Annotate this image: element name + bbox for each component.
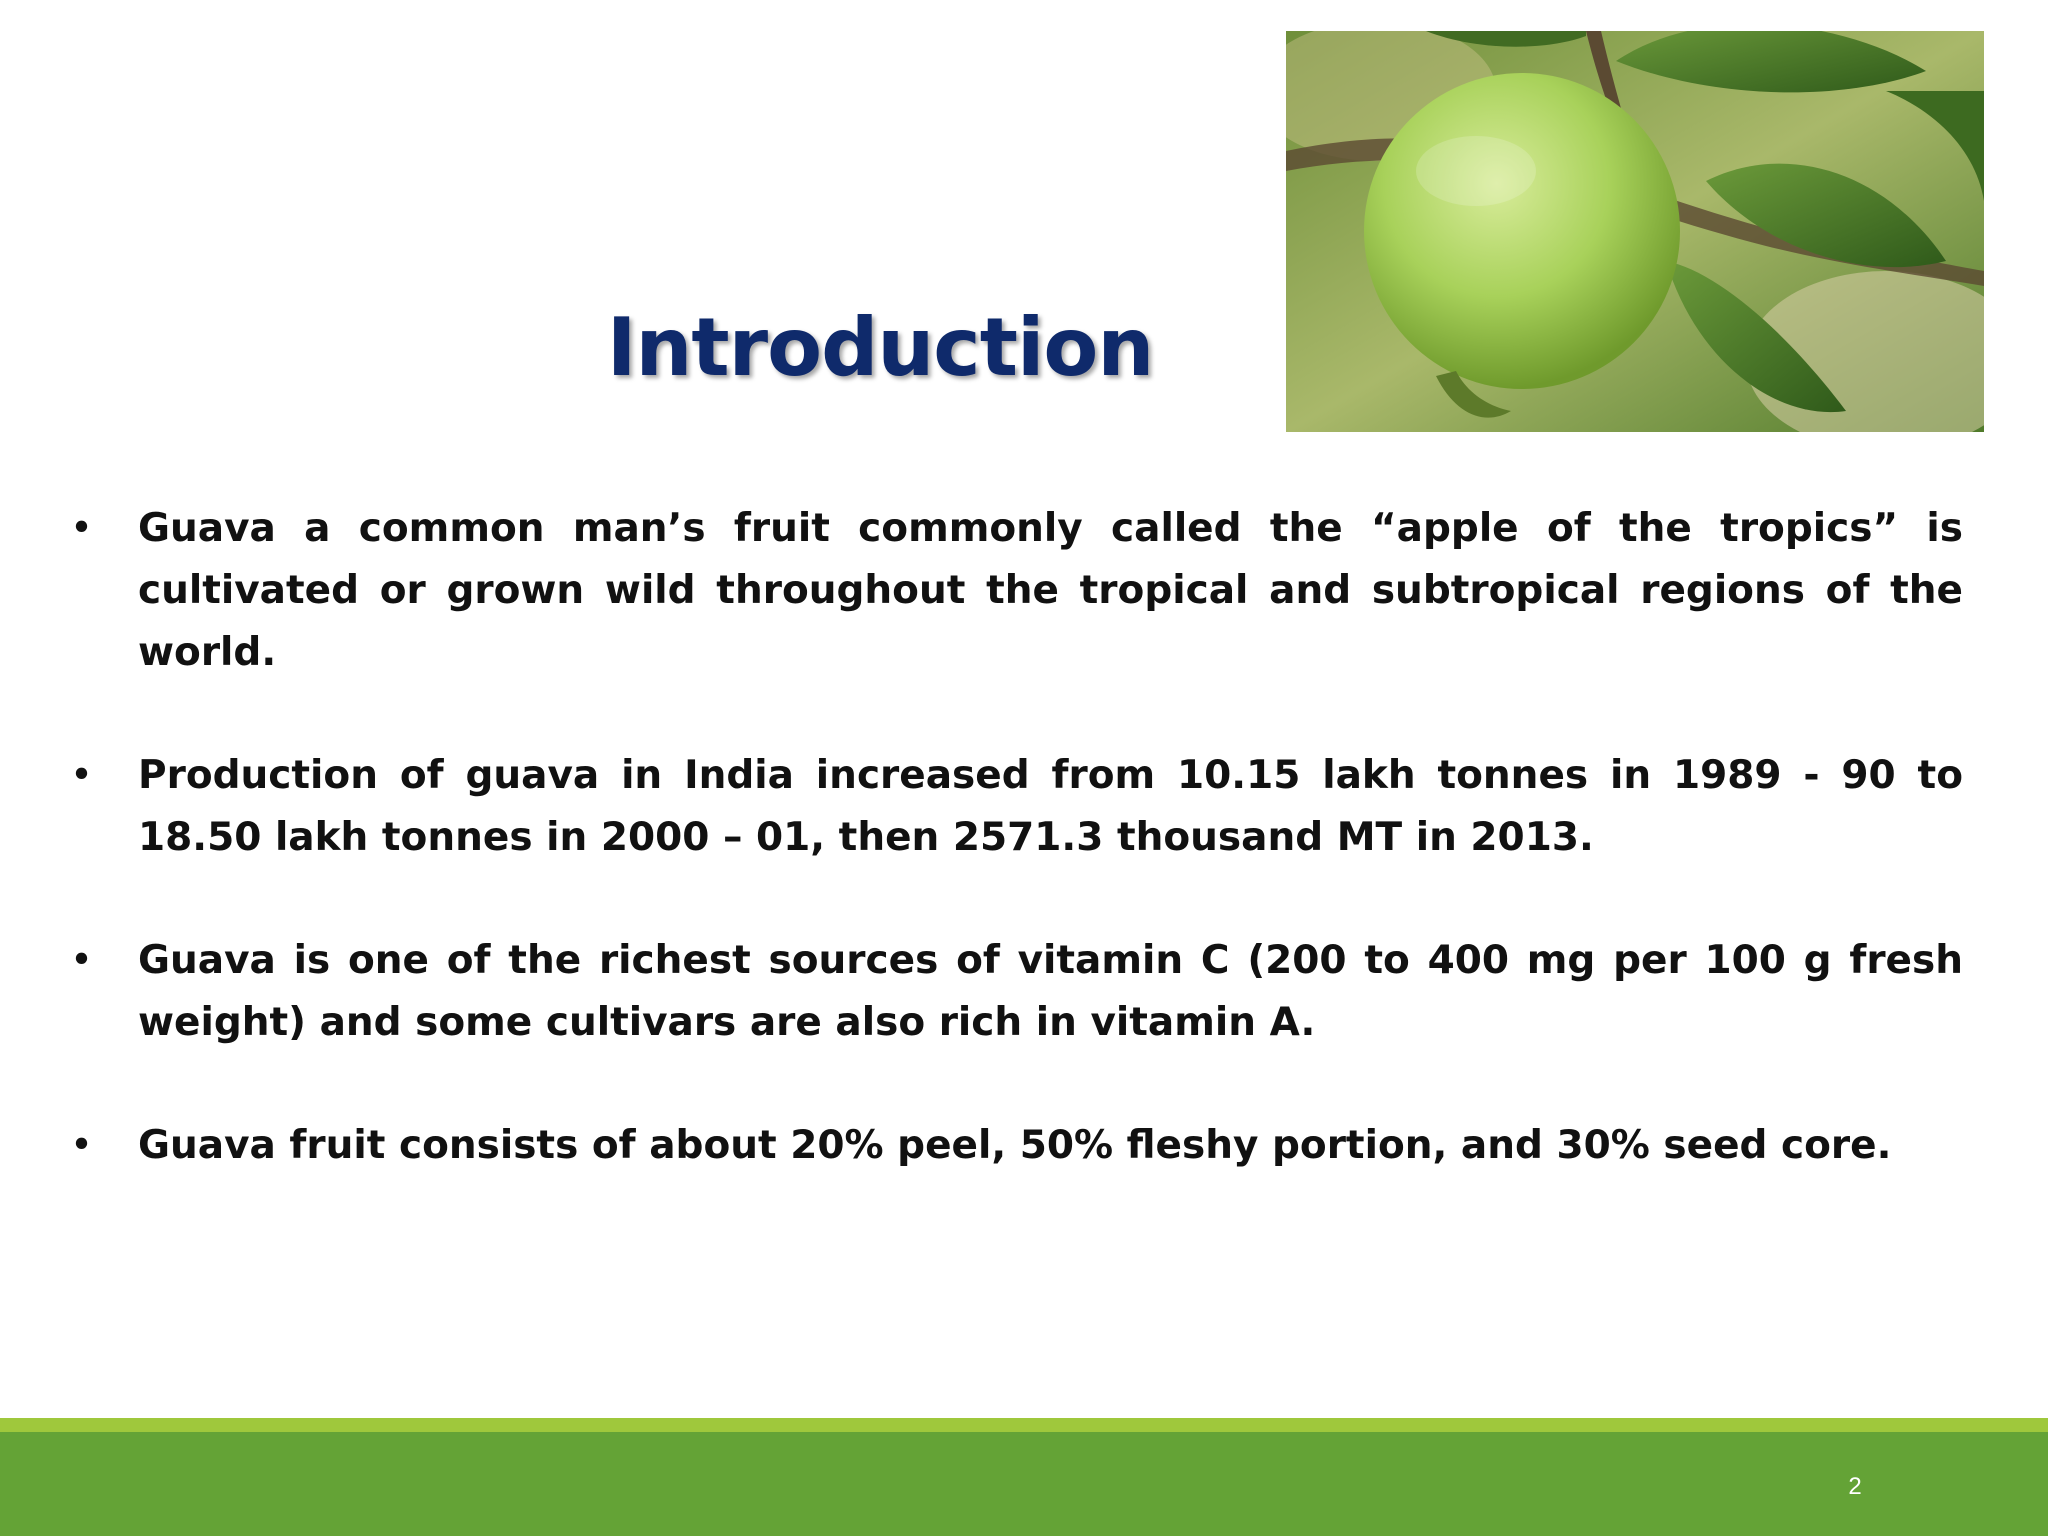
slide-title: Introduction xyxy=(606,301,1154,394)
bullet-point-icon: • xyxy=(70,753,94,798)
bullet-point-icon: • xyxy=(70,1123,94,1168)
bullet-item xyxy=(70,498,1963,684)
bullet-text: Production of guava in India increased from 10.15 lakh tonnes in 1989 - 90 to 18.50 lakh tonnes in 2000 – 01, then 2571.3 thousand MT in 2013. xyxy=(138,753,1963,860)
bullet-item xyxy=(70,745,1963,869)
bullet-list xyxy=(70,498,1963,1238)
footer-stripe xyxy=(0,1418,2048,1432)
page-number: 2 xyxy=(1848,1473,1862,1500)
bullet-text: Guava is one of the richest sources of vitamin C (200 to 400 mg per 100 g fresh weight) and some cultivars are also rich in vitamin A. xyxy=(138,938,1963,1045)
bullet-item xyxy=(70,930,1963,1054)
bullet-text: Guava a common man’s fruit commonly called the “apple of the tropics” is cultivated or grown wild throughout the tropical and subtropical regions of the world. xyxy=(138,506,1963,675)
bullet-text: Guava fruit consists of about 20% peel, 50% fleshy portion, and 30% seed core. xyxy=(138,1123,1892,1168)
bullet-item xyxy=(70,1115,1963,1177)
bullet-point-icon: • xyxy=(70,506,94,551)
bullet-point-icon: • xyxy=(70,938,94,983)
guava-photo xyxy=(1286,31,1984,432)
footer-bar xyxy=(0,1432,2048,1536)
guava-image xyxy=(1286,31,1984,432)
